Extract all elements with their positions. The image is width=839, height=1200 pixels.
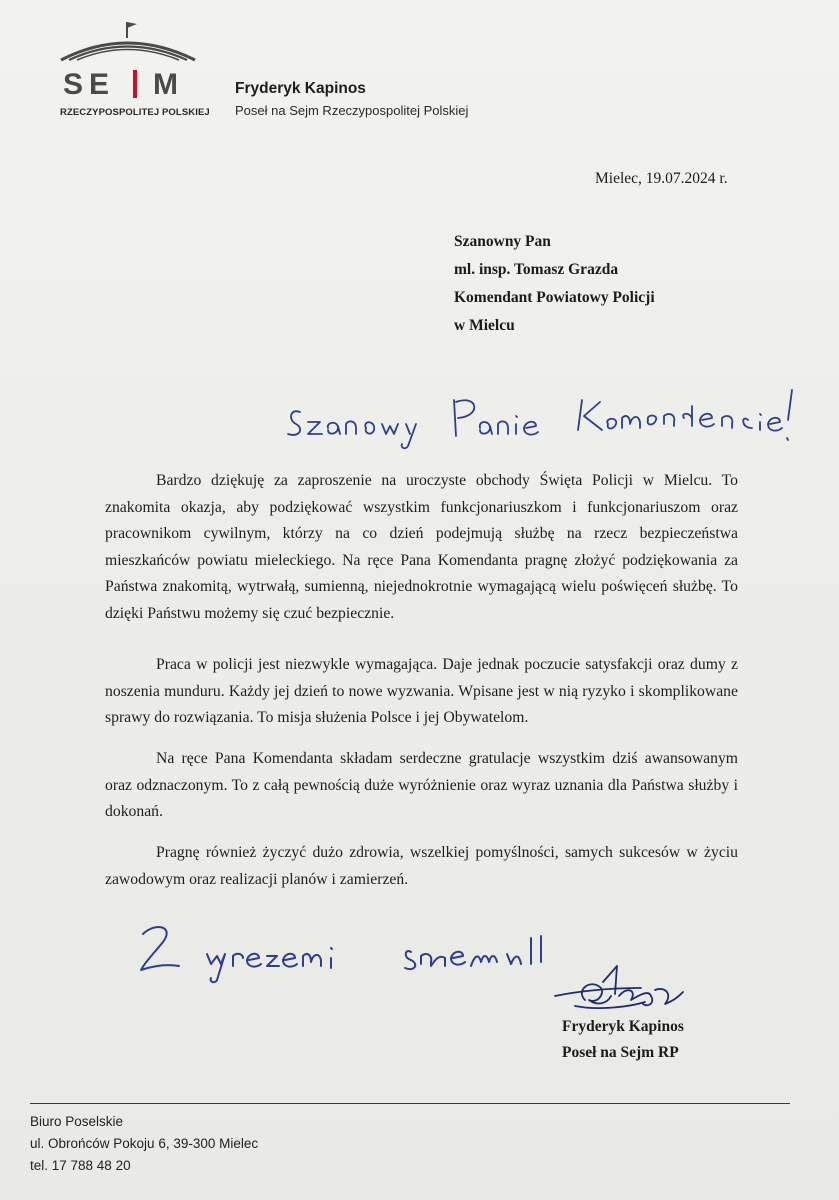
body-paragraph-3: Na ręce Pana Komendanta składam serdeczne gratulacje wszystkim dziś awansowanym oraz odznaczonym. To z całą pewnością duże wyróżnienie oraz wyraz uznania dla Państwa służby i dokonań. (105, 750, 738, 820)
recipient-line-4: w Mielcu (454, 317, 515, 334)
signature-name: Fryderyk Kapinos (562, 1018, 684, 1035)
body-paragraph-2: Praca w policji jest niezwykle wymagająca. Daje jednak poczucie satysfakcji oraz dumy z noszenia munduru. Każdy jej dzień to nowe wyzwania. Wpisane jest w nią ryzyko i skomplikowane sprawy do rozwiązania. To misja służenia Polsce i jej Obywatelom. (105, 656, 738, 726)
recipient-line-3: Komendant Powiatowy Policji (454, 289, 655, 306)
body-paragraph-1: Bardzo dziękuję za zaproszenie na uroczyste obchody Święta Policji w Mielcu. To znakomita okazja, aby podziękować wszystkim funkcjonariuszkom i funkcjonariuszom oraz pracownikom cywilnym, którzy na co dzień podejmują służbę na rzecz bezpieczeństwa mieszkańców powiatu mieleckiego. Na ręce Pana Komendanta pragnę złożyć podziękowania za Państwa znakomitą, wytrwałą, sumienną, niejednokrotnie wymagającą wielu poświęceń służbę. To dzięki Państwu możemy się czuć bezpiecznie. (105, 472, 738, 622)
footer-address: ul. Obrońców Pokoju 6, 39-300 Mielec (30, 1136, 259, 1151)
sender-title: Poseł na Sejm Rzeczypospolitej Polskiej (235, 103, 469, 118)
date-line: Mielec, 19.07.2024 r. (595, 170, 728, 187)
footer-phone: tel. 17 788 48 20 (30, 1158, 131, 1173)
recipient-line-1: Szanowny Pan (454, 233, 551, 250)
svg-text:SE: SE (63, 68, 116, 101)
signature (545, 960, 695, 1025)
signature-title: Poseł na Sejm RP (562, 1044, 679, 1061)
footer-divider (30, 1103, 790, 1104)
body-paragraph-4: Pragnę również życzyć dużo zdrowia, wszelkiej pomyślności, samych sukcesów w życiu zawodowym oraz realizacji planów i zamierzeń. (105, 844, 738, 888)
svg-text:M: M (153, 68, 178, 101)
logo-subtitle: RZECZYPOSPOLITEJ POLSKIEJ (60, 107, 210, 118)
footer-office: Biuro Poselskie (30, 1114, 124, 1129)
handwritten-closing (135, 918, 595, 993)
sender-name: Fryderyk Kapinos (235, 80, 366, 97)
recipient-line-2: ml. insp. Tomasz Grazda (454, 261, 619, 278)
handwritten-salutation (282, 380, 802, 455)
